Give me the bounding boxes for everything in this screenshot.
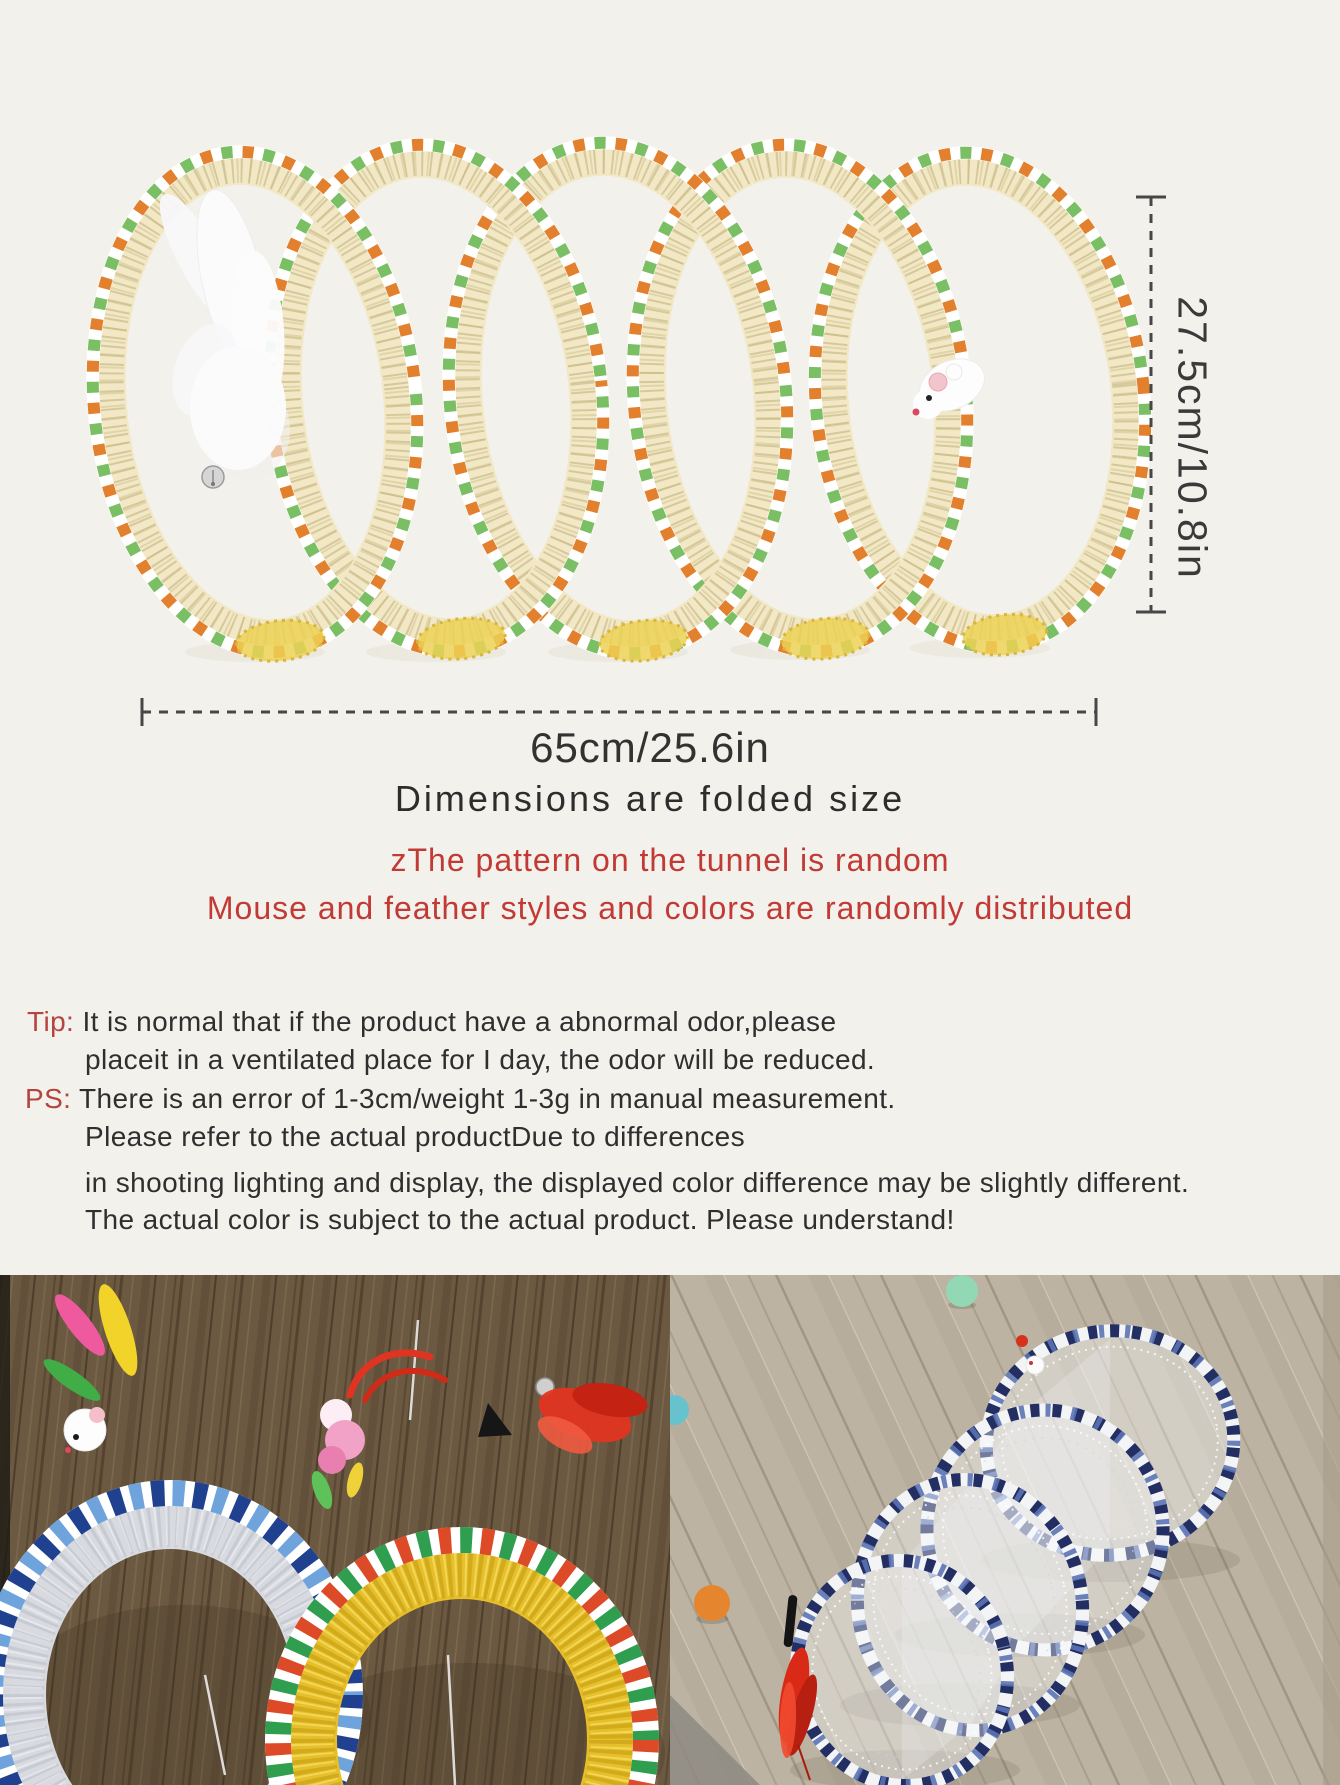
color-disclaimer-line1: in shooting lighting and display, the displayed color difference may be slightly different. [85,1167,1190,1198]
tip-text: It is normal that if the product have a abnormal odor,please [82,1006,837,1037]
folded-size-note: Dimensions are folded size [394,778,906,819]
ps-note-line2: Please refer to the actual productDue to differences [85,1121,746,1152]
pattern-random-note-line1: zThe pattern on the tunnel is random [390,842,950,878]
ps-text: There is an error of 1-3cm/weight 1-3g in manual measurement. [79,1083,896,1114]
ball-mint [946,1275,978,1307]
photo-expanded-spiral [670,1275,1340,1785]
width-dimension-label: 65cm/25.6in [530,724,770,771]
tunnel-loop-5 [791,136,1170,672]
mouse-toy [911,349,993,421]
pattern-random-note-line2: Mouse and feather styles and colors are randomly distributed [206,890,1134,926]
ps-note-line1 [25,1083,896,1115]
height-dimension-label: 27.5cm/10.8in [1169,296,1216,580]
ball-orange [694,1585,730,1621]
white-feather-plume [147,184,290,488]
tip-note-line2: placeit in a ventilated place for I day, the odor will be reduced. [85,1044,876,1075]
tip-note-line1 [27,1006,836,1038]
photo-folded-rings [0,1275,670,1785]
width-dimension-line [142,698,1096,726]
ps-label: PS: [25,1083,72,1114]
tip-label: Tip: [27,1006,75,1037]
color-disclaimer-line2: The actual color is subject to the actual product. Please understand! [85,1204,955,1235]
